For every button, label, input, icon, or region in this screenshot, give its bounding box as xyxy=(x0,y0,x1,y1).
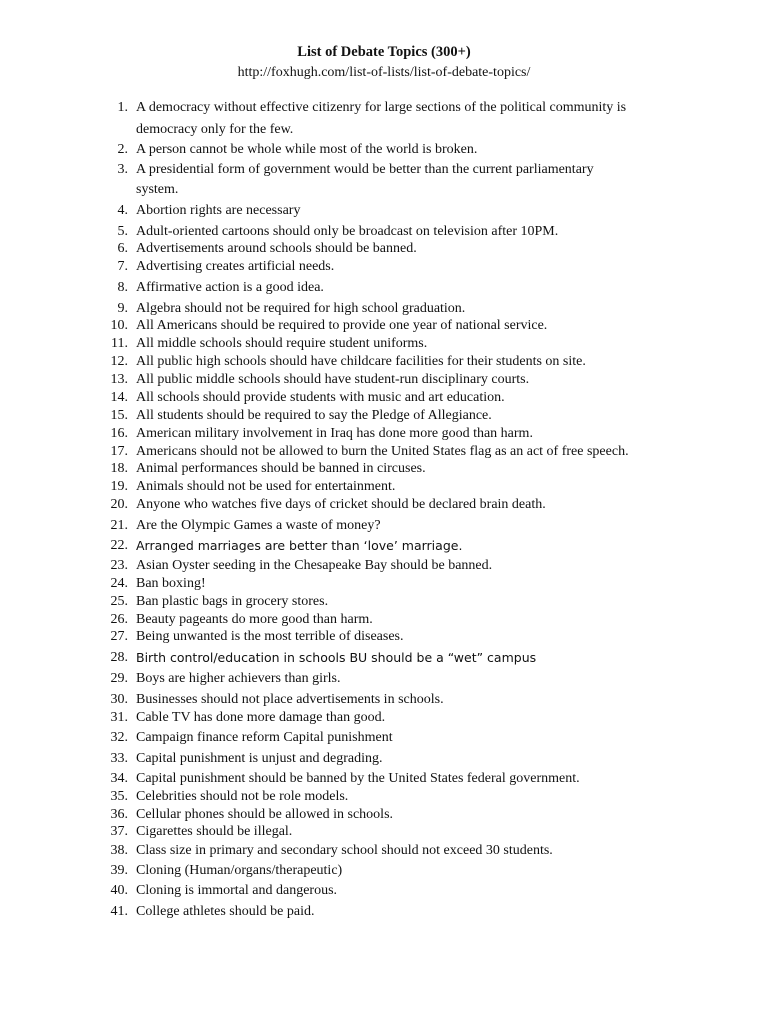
item-number: 31. xyxy=(110,710,128,725)
item-text: Advertisements around schools should be banned. xyxy=(136,241,417,256)
item-number: 36. xyxy=(110,807,128,822)
item-number: 18. xyxy=(110,461,128,476)
item-number: 6. xyxy=(117,241,128,256)
item-text: Animal performances should be banned in circuses. xyxy=(136,461,426,476)
item-number: 40. xyxy=(110,883,128,898)
item-number: 13. xyxy=(110,372,128,387)
item-text-continuation: system. xyxy=(136,182,179,197)
item-number: 37. xyxy=(110,824,128,839)
item-text: Algebra should not be required for high school graduation. xyxy=(136,301,466,316)
item-number: 10. xyxy=(110,318,128,333)
source-url: http://foxhugh.com/list-of-lists/list-of-debate-topics/ xyxy=(237,65,531,80)
item-number: 33. xyxy=(110,751,128,766)
item-number: 4. xyxy=(117,203,128,218)
item-number: 9. xyxy=(117,301,128,316)
item-text: Anyone who watches five days of cricket should be declared brain death. xyxy=(136,497,546,512)
item-text: A person cannot be whole while most of the world is broken. xyxy=(136,142,478,157)
item-text: Being unwanted is the most terrible of diseases. xyxy=(136,629,404,644)
item-text: Advertising creates artificial needs. xyxy=(136,259,335,274)
item-text: Celebrities should not be role models. xyxy=(136,789,349,804)
item-text: Affirmative action is a good idea. xyxy=(136,280,324,295)
item-number: 21. xyxy=(110,518,128,533)
item-text: Asian Oyster seeding in the Chesapeake Bay should be banned. xyxy=(136,558,493,573)
item-text: Abortion rights are necessary xyxy=(136,203,301,218)
item-text: All Americans should be required to provide one year of national service. xyxy=(136,318,548,333)
item-number: 32. xyxy=(110,730,128,745)
item-number: 14. xyxy=(110,390,128,405)
item-text: All public middle schools should have student-run disciplinary courts. xyxy=(136,372,530,387)
item-text: Arranged marriages are better than ‘love’ marriage. xyxy=(136,538,463,553)
item-text: Adult-oriented cartoons should only be broadcast on television after 10PM. xyxy=(136,224,559,239)
item-number: 41. xyxy=(110,904,128,919)
item-text: Cable TV has done more damage than good. xyxy=(136,710,386,725)
item-number: 20. xyxy=(110,497,128,512)
item-text: All students should be required to say the Pledge of Allegiance. xyxy=(136,408,492,423)
item-text: American military involvement in Iraq has done more good than harm. xyxy=(136,426,533,441)
item-text: College athletes should be paid. xyxy=(136,904,315,919)
item-text: A democracy without effective citizenry for large sections of the political community is xyxy=(136,100,627,115)
item-number: 3. xyxy=(117,162,128,177)
item-text: Ban plastic bags in grocery stores. xyxy=(136,594,329,609)
item-text: Businesses should not place advertisements in schools. xyxy=(136,692,444,707)
item-text: Campaign finance reform Capital punishment xyxy=(136,730,393,745)
item-number: 5. xyxy=(117,224,128,239)
item-number: 11. xyxy=(111,336,128,351)
item-number: 25. xyxy=(110,594,128,609)
item-text: All schools should provide students with music and art education. xyxy=(136,390,505,405)
item-number: 30. xyxy=(110,692,128,707)
item-text: Birth control/education in schools BU should be a “wet” campus xyxy=(136,650,537,665)
item-text: A presidential form of government would be better than the current parliamentary xyxy=(136,162,594,177)
item-number: 19. xyxy=(110,479,128,494)
item-number: 35. xyxy=(110,789,128,804)
item-text: Americans should not be allowed to burn the United States flag as an act of free speech. xyxy=(136,444,629,459)
item-number: 34. xyxy=(110,771,128,786)
item-text: Are the Olympic Games a waste of money? xyxy=(136,518,381,533)
item-number: 29. xyxy=(110,671,128,686)
item-text: Cigarettes should be illegal. xyxy=(136,824,293,839)
item-number: 12. xyxy=(110,354,128,369)
item-number: 38. xyxy=(110,843,128,858)
item-number: 8. xyxy=(117,280,128,295)
item-number: 27. xyxy=(110,629,128,644)
item-text: Cloning is immortal and dangerous. xyxy=(136,883,338,898)
item-number: 17. xyxy=(110,444,128,459)
item-number: 15. xyxy=(110,408,128,423)
item-number: 7. xyxy=(117,259,128,274)
item-text: Cellular phones should be allowed in schools. xyxy=(136,807,394,822)
item-text: Capital punishment should be banned by the United States federal government. xyxy=(136,771,580,786)
item-number: 26. xyxy=(110,612,128,627)
item-text-continuation: democracy only for the few. xyxy=(136,122,294,137)
item-text: Animals should not be used for entertainment. xyxy=(136,479,396,494)
item-text: Capital punishment is unjust and degrading. xyxy=(136,751,383,766)
item-text: Boys are higher achievers than girls. xyxy=(136,671,341,686)
item-number: 1. xyxy=(117,100,128,115)
item-number: 16. xyxy=(110,426,128,441)
item-number: 28. xyxy=(110,650,128,665)
item-text: Cloning (Human/organs/therapeutic) xyxy=(136,863,343,878)
item-number: 2. xyxy=(117,142,128,157)
item-text: All middle schools should require student uniforms. xyxy=(136,336,428,351)
item-number: 23. xyxy=(110,558,128,573)
item-number: 22. xyxy=(110,538,128,553)
item-number: 39. xyxy=(110,863,128,878)
item-text: Class size in primary and secondary school should not exceed 30 students. xyxy=(136,843,553,858)
document-title: List of Debate Topics (300+) xyxy=(297,44,471,60)
item-number: 24. xyxy=(110,576,128,591)
item-text: Beauty pageants do more good than harm. xyxy=(136,612,373,627)
item-text: All public high schools should have childcare facilities for their students on site. xyxy=(136,354,586,369)
item-text: Ban boxing! xyxy=(136,576,206,591)
